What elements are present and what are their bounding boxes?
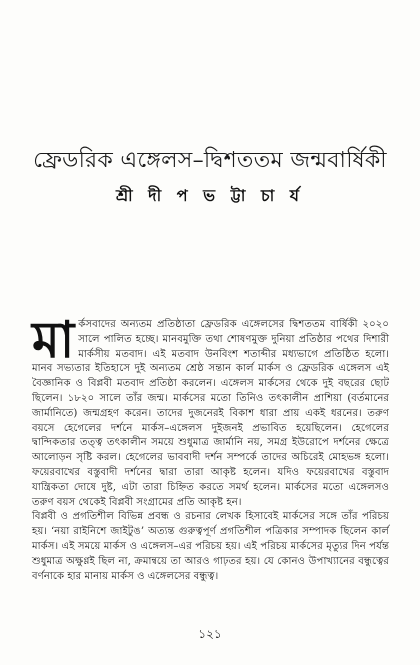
page-number: ১২১ [198,627,222,641]
paragraph-2: বিপ্লবী ও প্রগতিশীল বিভিন্ন প্রবন্ধ ও রচনার লেখক হিসাবেই মার্কসের সঙ্গে তাঁর পরিচয় হয়। ‘নয়া রাইনিশে জাইটুঙ’ অত্যন্ত গুরুত্বপূর্ণ প্রগতিশীল পত্রিকার সম্পাদক ছিলেন কার্ল মার্কস। এই সময়ে মার্কস ও এঙ্গেলস–এর পরিচয় হয়। এই পরিচয় মার্কসের মৃত্যুর দিন পর্যন্ত শুধুমাত্র অক্ষুণ্ণই ছিল না, ক্রমান্বয়ে তা আরও গাঢ়তর হয়। যে কোনও উপাখ্যানের বন্ধুত্বের বর্ণনাকে হার মানায় মার্কস ও এঙ্গেলসের বন্ধুত্ব। [32,511,389,582]
drop-cap: মা [32,310,75,369]
article-body [32,310,389,584]
paragraph-1-text: র্কসবাদের অন্যতম প্রতিষ্ঠাতা ফ্রেডরিক এঙ্গেলসের দ্বিশততম বার্ষিকী ২০২০ সালে পালিত হচ্ছে। মানবমুক্তি তথা শোষণমুক্ত দুনিয়া প্রতিষ্ঠার পথের দিশারী মার্কসীয় মতবাদ। এই মতবাদ উনবিংশ শতাব্দীর মধ্যভাগে প্রতিষ্ঠিত হলো। মানব সভ্যতার ইতিহাসে দুই অন্যতম শ্রেষ্ঠ সন্তান কার্ল মার্কস ও ফ্রেডরিক এঙ্গেলস এই বৈজ্ঞানিক ও বিপ্লবী মতবাদ প্রতিষ্ঠা করলেন। এঙ্গেলস মার্কসের থেকে দুই বছরের ছোট ছিলেন। ১৮২০ সালে তাঁর জন্ম। মার্কসের মতো তিনিও তৎকালীন প্রাশিয়া (বর্তমানের জার্মানিতে) জন্মগ্রহণ করেন। তাদের দুজনেরই বিকাশ ধারা প্রায় একই ধরনের। তরুণ বয়সে হেগেলের দর্শনে মার্কস–এঙ্গেলস দুইজনই প্রভাবিত হয়েছিলেন। হেগেলের দ্বান্দিকতার তত্ত্ব তৎকালীন সময়ে শুধুমাত্র জার্মানি নয়, সমগ্র ইউরোপে দর্শনের ক্ষেত্রে আলোড়ন সৃষ্টি করল। হেগেলের ভাববাদী দর্শন সম্পর্কে তাদের অচিরেই মোহভঙ্গ হলো। ফয়েরবাখের বস্তুবাদী দর্শনের দ্বারা তারা আকৃষ্ট হলেন। যদিও ফয়েরবাখের বস্তুবাদ যান্ত্রিকতা দোষে দুষ্ট, এটা তারা চিহ্নিত করতে সমর্থ হলেন। মার্কসের মতো এঙ্গেলসও তরুণ বয়স থেকেই বিপ্লবী সংগ্রামের প্রতি আকৃষ্ট হন। [32,319,389,508]
paragraph-1 [32,310,389,510]
article-title: ফ্রেডরিক এঙ্গেলস–দ্বিশততম জন্মবার্ষিকী [33,148,387,173]
article-author: শ্রী দী প ভ ট্টা চা র্য [115,186,305,205]
